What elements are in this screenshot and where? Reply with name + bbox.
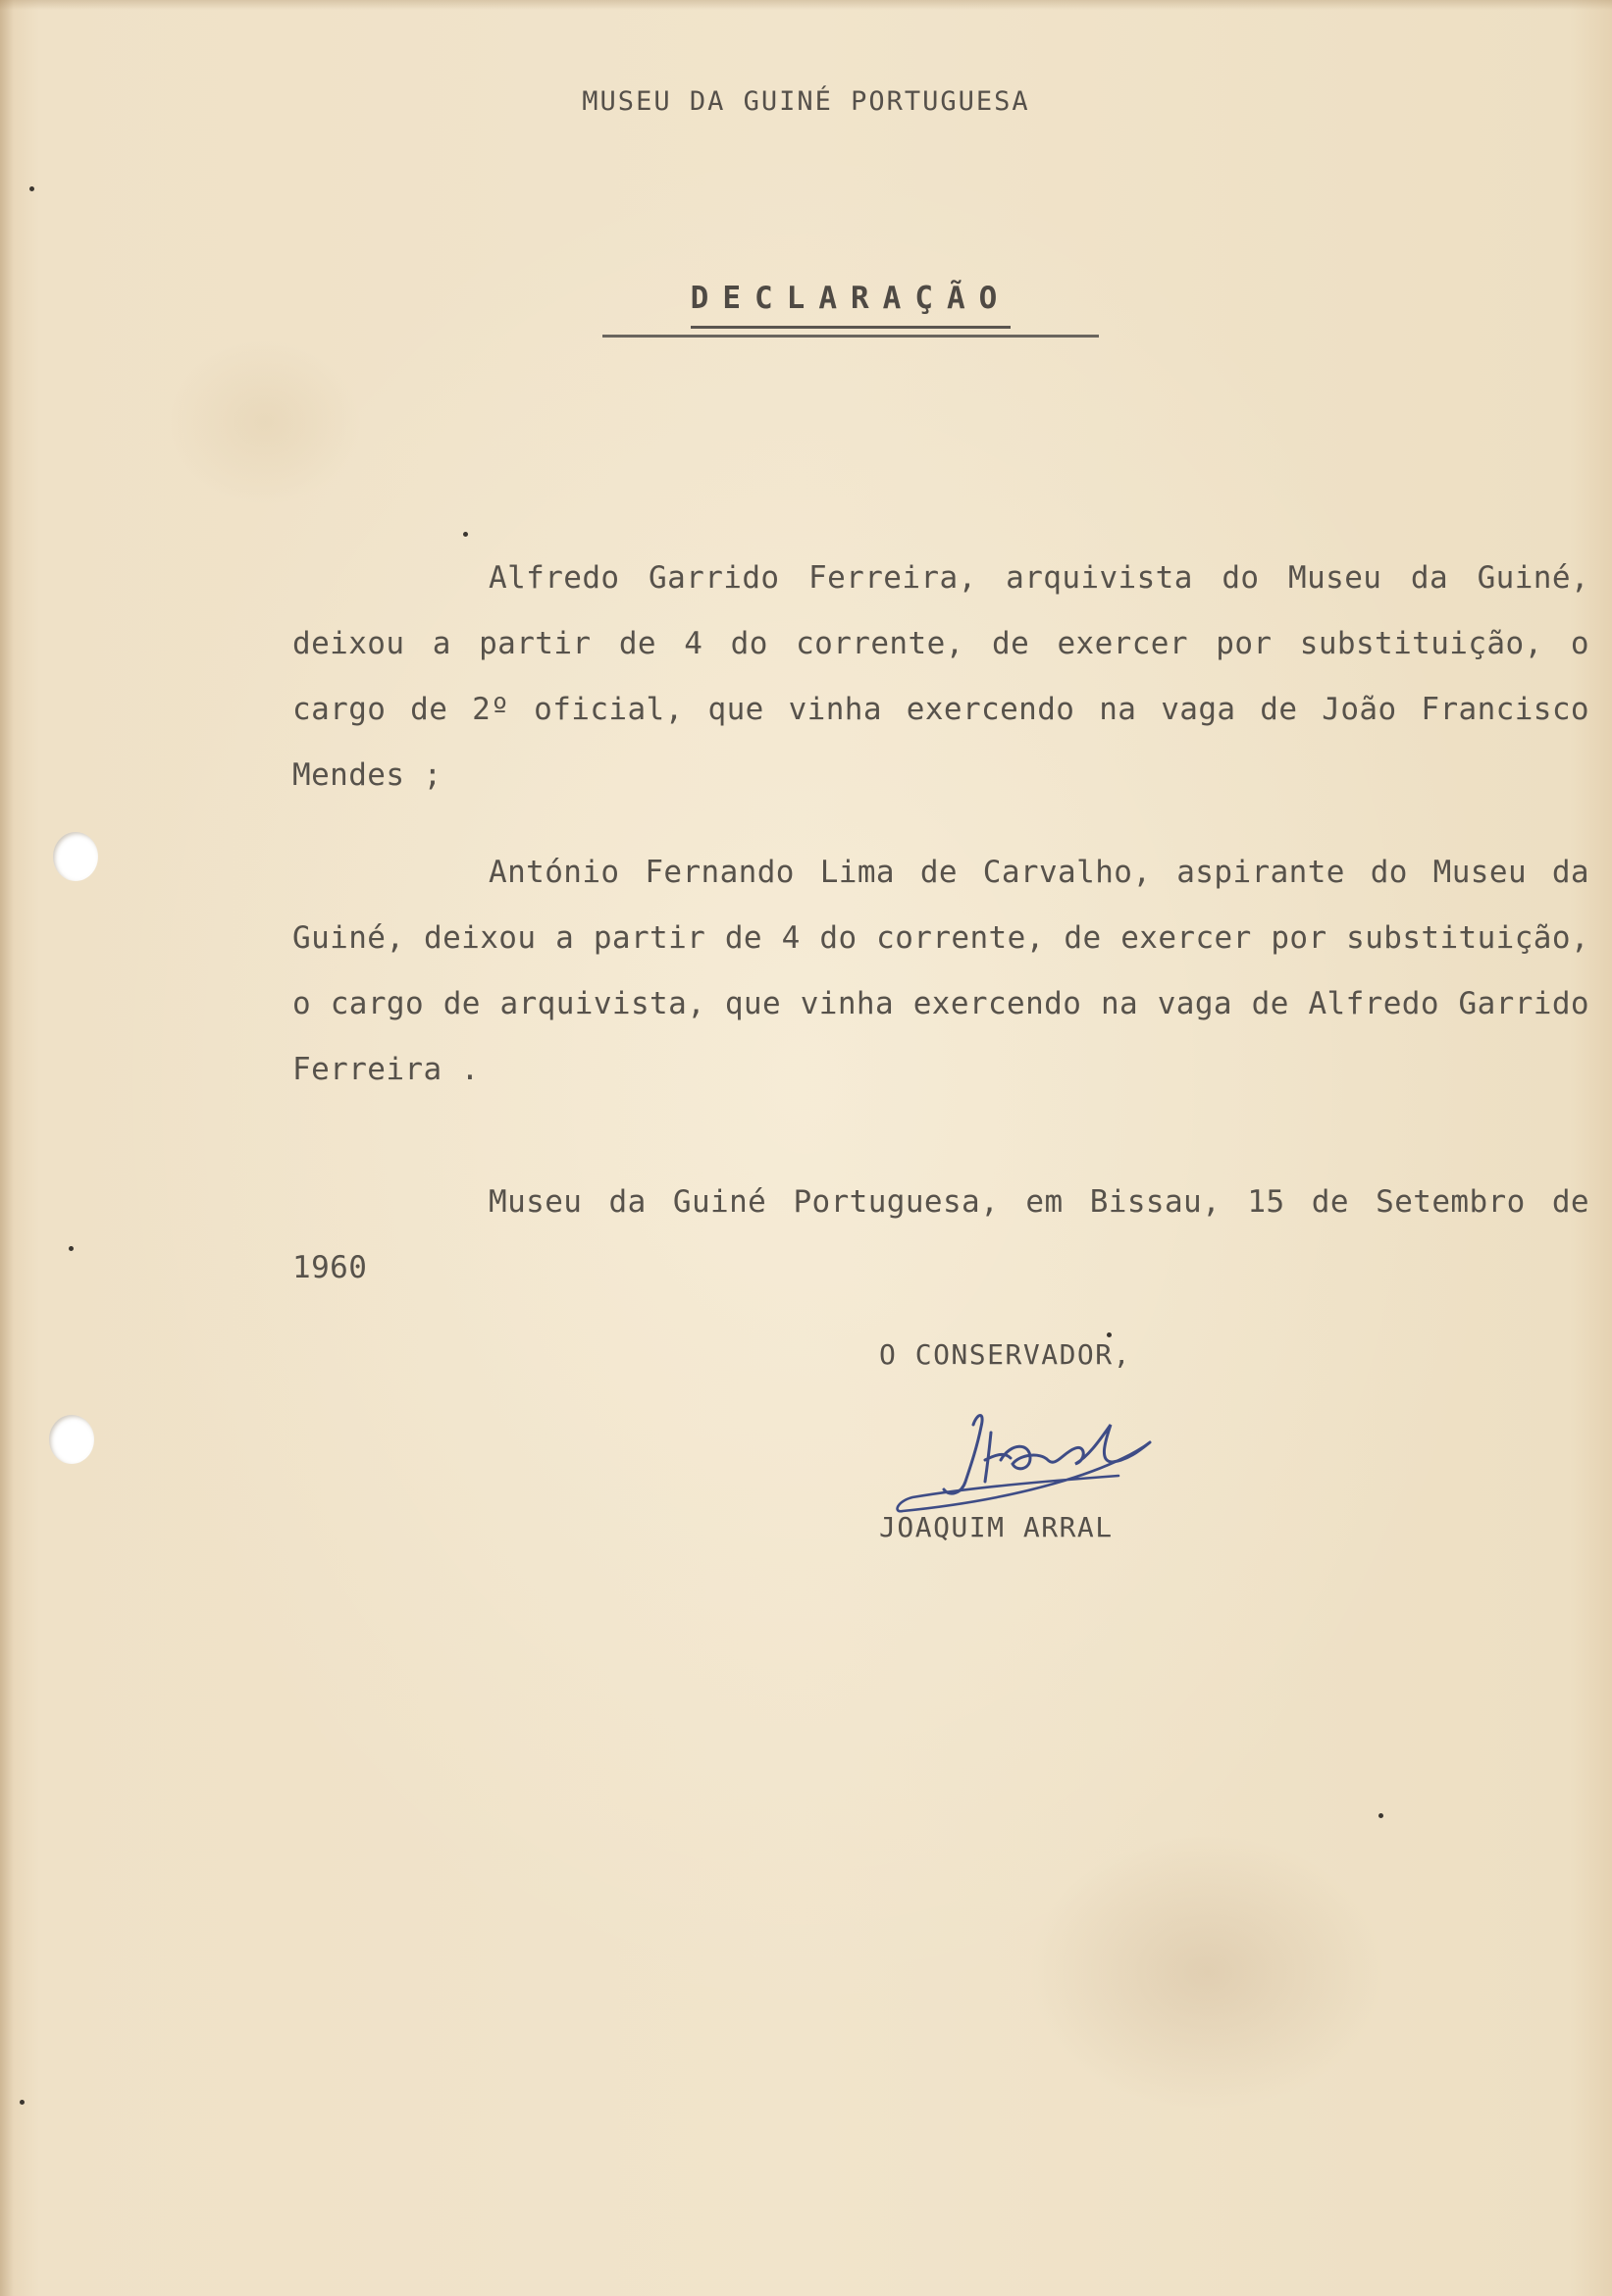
paper-speck <box>463 532 468 537</box>
paper-speck <box>1107 1332 1112 1337</box>
paper-speck <box>29 186 34 191</box>
paper-speck <box>1378 1813 1383 1818</box>
punch-hole-bottom <box>49 1415 94 1464</box>
title-block <box>602 281 1099 338</box>
place-date-line: Museu da Guiné Portuguesa, em Bissau, 15 de Setembro de 1960 <box>292 1184 1589 1285</box>
paper-edge-left <box>0 0 14 2296</box>
punch-hole-top <box>53 832 98 881</box>
paper-speck <box>69 1246 74 1251</box>
title-underline <box>602 335 1099 338</box>
museum-header: MUSEU DA GUINÉ PORTUGUESA <box>582 86 1030 117</box>
paper-speck <box>20 2100 25 2105</box>
paper-edge-top <box>0 0 1612 10</box>
signer-name: JOAQUIM ARRAL <box>879 1511 1114 1543</box>
document-title: DECLARAÇÃO <box>691 281 1012 329</box>
paragraph-2: António Fernando Lima de Carvalho, aspirante do Museu da Guiné, deixou a partir de 4 do corrente, de exercer por substituição, o cargo de arquivista, que vinha exercendo na vaga de Alfredo Garrido Ferreira . <box>292 855 1589 1087</box>
closing-title: O CONSERVADOR, <box>879 1338 1132 1371</box>
paragraph-1: Alfredo Garrido Ferreira, arquivista do Museu da Guiné, deixou a partir de 4 do corrente, de exercer por substituição, o cargo de 2º oficial, que vinha exercendo na vaga de João Francisco Mendes ; <box>292 560 1589 793</box>
